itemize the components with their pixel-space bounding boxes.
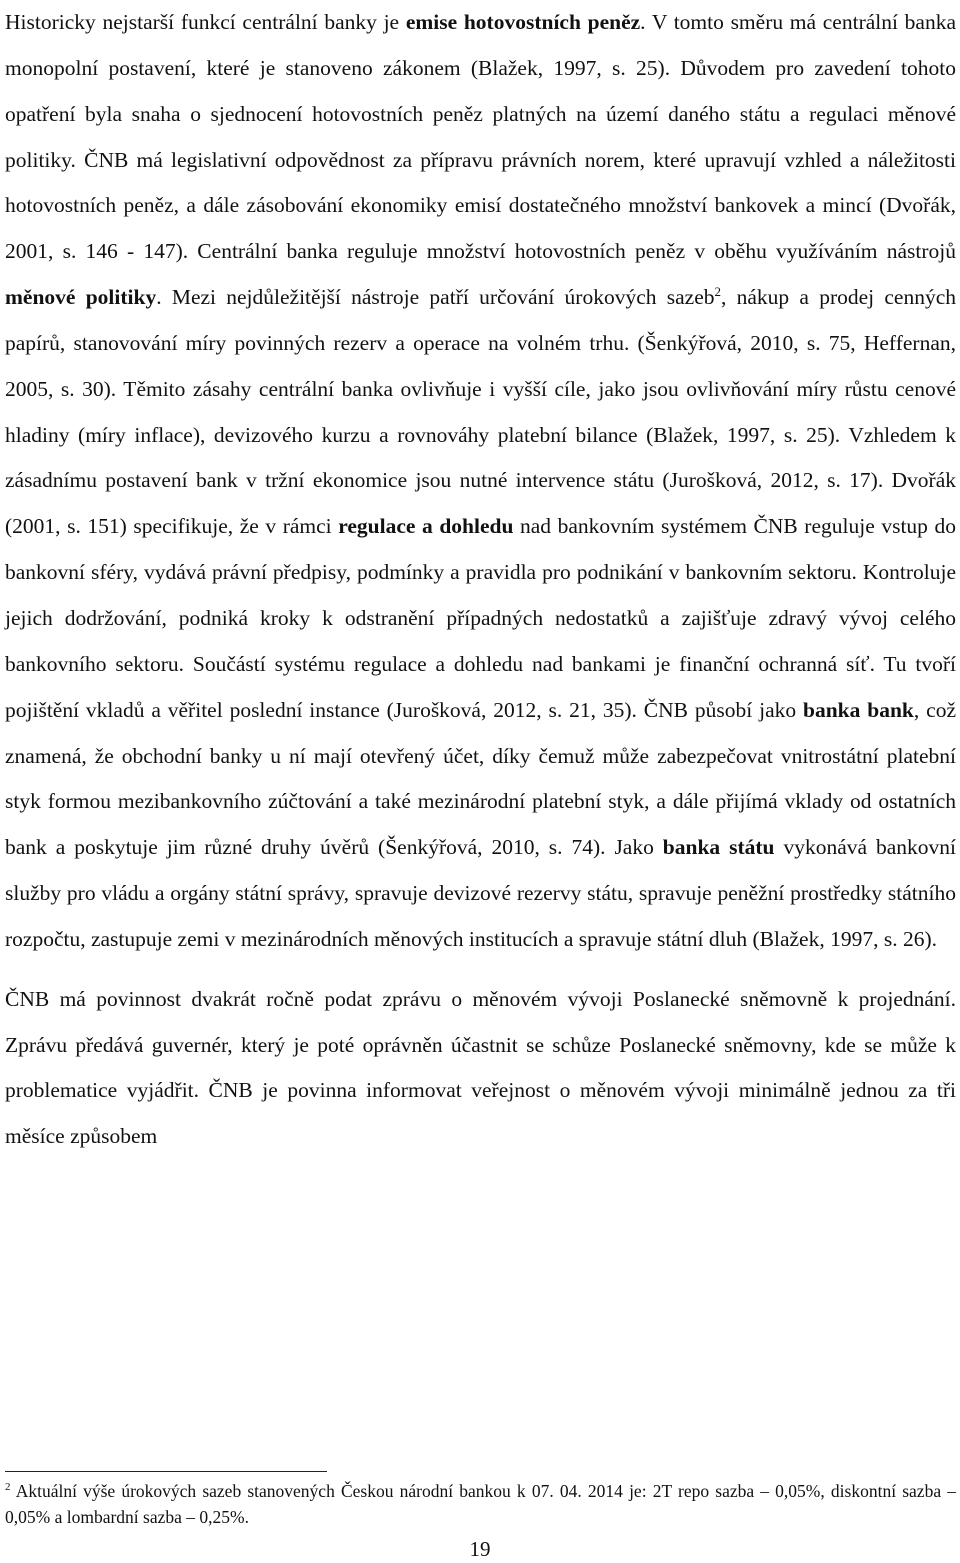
paragraph-reporting-duty bbox=[5, 977, 956, 1160]
text-run: ČNB má povinnost dvakrát ročně podat zprávu o měnovém vývoji Poslanecké sněmovně k projednání. Zprávu předává guvernér, který je poté oprávněn účastnit se schůze Poslanecké sněmovny, kde se může k problematice vyjádřit. ČNB je povinna informovat veřejnost o měnovém vývoji minimálně jednou za tři měsíce způsobem bbox=[5, 986, 956, 1149]
text-run: . Mezi nejdůležitější nástroje patří určování úrokových sazeb bbox=[156, 285, 715, 310]
page-number: 19 bbox=[469, 1537, 491, 1561]
document-page bbox=[5, 0, 956, 1160]
footnote-divider bbox=[5, 1471, 327, 1472]
footnote-marker: 2 bbox=[5, 1481, 11, 1494]
text-run: nad bankovním systémem ČNB reguluje vstup do bankovní sféry, vydává právní předpisy, podmínky a pravidla pro podnikání v bankovním sektoru. Kontroluje jejich dodržování, podniká kroky k odstranění případných nedostatků a zajišťuje zdravý vývoj celého bankovního sektoru. Součástí systému regulace a dohledu nad bankami je finanční ochranná síť. Tu tvoří pojištění vkladů a věřitel poslední instance (Jurošková, 2012, s. 21, 35). ČNB působí jako bbox=[5, 514, 956, 722]
bold-term-regulace-a-dohledu: regulace a dohledu bbox=[338, 514, 514, 539]
paragraph-cnb-functions bbox=[5, 0, 956, 963]
bold-term-banka-statu: banka státu bbox=[662, 835, 775, 860]
text-run: vykonává bankovní služby pro vládu a orgány státní správy, spravuje devizové rezervy státu, spravuje peněžní prostředky státního rozpočtu, zastupuje zemi v mezinárodních měnových institucích a spravuje státní dluh (Blažek, 1997, s. 26). bbox=[5, 835, 956, 951]
footnote bbox=[5, 1478, 956, 1530]
text-run: Historicky nejstarší funkcí centrální banky je bbox=[5, 10, 406, 34]
footnote-text: Aktuální výše úrokových sazeb stanovených Českou národní bankou k 07. 04. 2014 je: 2T repo sazba – 0,05%, diskontní sazba – 0,05% a lombardní sazba – 0,25%. bbox=[5, 1481, 956, 1527]
bold-term-menove-politiky: měnové politiky bbox=[5, 285, 157, 310]
bold-term-banka-bank: banka bank bbox=[803, 697, 914, 722]
footnote-reference: 2 bbox=[714, 283, 721, 299]
text-run: , což znamená, že obchodní banky u ní mají otevřený účet, díky čemuž může zabezpečovat vnitrostátní platební styk formou mezibankovního zúčtování a také mezinárodní platební styk, a dále přijímá vklady od ostatních bank a poskytuje jim různé druhy úvěrů (Šenkýřová, 2010, s. 74). Jako bbox=[5, 697, 957, 860]
text-run: . V tomto směru má centrální banka monopolní postavení, které je stanoveno zákonem (Blažek, 1997, s. 25). Důvodem pro zavedení tohoto opatření byla snaha o sjednocení hotovostních peněz platných na území daného státu a regulaci měnové politiky. ČNB má legislativní odpovědnost za přípravu právních norem, které upravují vzhled a náležitosti hotovostních peněz, a dále zásobování ekonomiky emisí dostatečného množství bankovek a mincí (Dvořák, 2001, s. 146 - 147). Centrální banka reguluje množství hotovostních peněz v oběhu využíváním nástrojů bbox=[5, 10, 957, 264]
text-run: , nákup a prodej cenných papírů, stanovování míry povinných rezerv a operace na volném trhu. (Šenkýřová, 2010, s. 75, Heffernan, 2005, s. 30). Těmito zásahy centrální banka ovlivňuje i vyšší cíle, jako jsou ovlivňování míry růstu cenové hladiny (míry inflace), devizového kurzu a rovnováhy platební bilance (Blažek, 1997, s. 25). Vzhledem k zásadnímu postavení bank v tržní ekonomice jsou nutné intervence státu (Jurošková, 2012, s. 17). Dvořák (2001, s. 151) specifikuje, že v rámci bbox=[5, 285, 957, 539]
bold-term-emise: emise hotovostních peněz bbox=[405, 10, 641, 34]
